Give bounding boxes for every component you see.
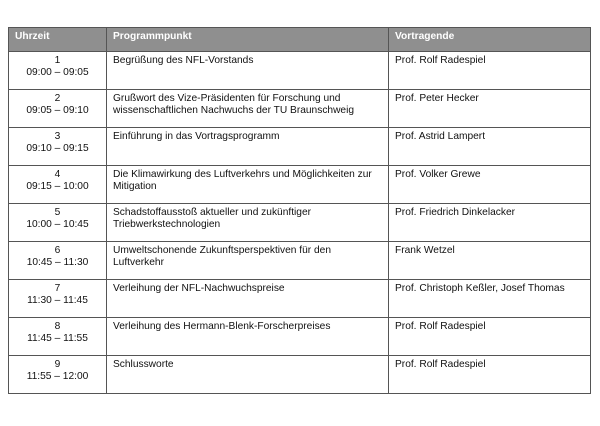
item-number: 9	[54, 359, 61, 370]
table-body	[9, 52, 591, 394]
program-cell: Verleihung der NFL-Nachwuchspreise	[107, 280, 389, 318]
header-time: Uhrzeit	[9, 28, 107, 52]
speaker-cell: Prof. Volker Grewe	[389, 166, 591, 204]
time-cell	[9, 52, 107, 90]
time-range: 11:45 – 11:55	[27, 333, 88, 344]
time-range: 09:10 – 09:15	[26, 143, 89, 154]
item-number: 7	[54, 283, 61, 294]
table-row	[9, 204, 591, 242]
speaker-cell: Prof. Astrid Lampert	[389, 128, 591, 166]
time-range: 11:55 – 12:00	[26, 371, 89, 382]
speaker-cell: Prof. Friedrich Dinkelacker	[389, 204, 591, 242]
header-speakers: Vortragende	[389, 28, 591, 52]
item-number: 1	[54, 55, 61, 66]
time-cell	[9, 128, 107, 166]
time-range: 10:00 – 10:45	[26, 219, 89, 230]
program-cell: Grußwort des Vize-Präsidenten für Forschung und wissenschaftlichen Nachwuchs der TU Braunschweig	[107, 90, 389, 128]
speaker-cell: Prof. Peter Hecker	[389, 90, 591, 128]
schedule-table	[8, 27, 591, 394]
item-number: 8	[54, 321, 61, 332]
table-header	[9, 28, 591, 52]
time-range: 09:15 – 10:00	[26, 181, 89, 192]
time-cell	[9, 166, 107, 204]
item-number: 3	[54, 131, 61, 142]
item-number: 4	[54, 169, 61, 180]
header-program: Programmpunkt	[107, 28, 389, 52]
speaker-cell: Prof. Rolf Radespiel	[389, 318, 591, 356]
time-range: 09:05 – 09:10	[26, 105, 89, 116]
time-range: 10:45 – 11:30	[26, 257, 89, 268]
speaker-cell: Prof. Rolf Radespiel	[389, 356, 591, 394]
program-cell: Die Klimawirkung des Luftverkehrs und Möglichkeiten zur Mitigation	[107, 166, 389, 204]
time-cell	[9, 356, 107, 394]
time-cell	[9, 204, 107, 242]
item-number: 2	[54, 93, 61, 104]
table-row	[9, 318, 591, 356]
table-row	[9, 52, 591, 90]
table-row	[9, 90, 591, 128]
program-cell: Umweltschonende Zukunftsperspektiven für den Luftverkehr	[107, 242, 389, 280]
table-row	[9, 280, 591, 318]
program-cell: Schlussworte	[107, 356, 389, 394]
time-cell	[9, 242, 107, 280]
program-cell: Einführung in das Vortragsprogramm	[107, 128, 389, 166]
time-cell	[9, 280, 107, 318]
time-range: 11:30 – 11:45	[27, 295, 88, 306]
program-cell: Verleihung des Hermann-Blenk-Forscherpreises	[107, 318, 389, 356]
speaker-cell: Prof. Christoph Keßler, Josef Thomas	[389, 280, 591, 318]
time-cell	[9, 90, 107, 128]
item-number: 6	[54, 245, 61, 256]
table-row	[9, 128, 591, 166]
time-cell	[9, 318, 107, 356]
program-cell: Schadstoffausstoß aktueller und zukünftiger Triebwerkstechnologien	[107, 204, 389, 242]
table-row	[9, 242, 591, 280]
item-number: 5	[54, 207, 61, 218]
speaker-cell: Prof. Rolf Radespiel	[389, 52, 591, 90]
speaker-cell: Frank Wetzel	[389, 242, 591, 280]
program-cell: Begrüßung des NFL-Vorstands	[107, 52, 389, 90]
time-range: 09:00 – 09:05	[26, 67, 89, 78]
table-row	[9, 166, 591, 204]
header-row	[9, 28, 591, 52]
table-row	[9, 356, 591, 394]
